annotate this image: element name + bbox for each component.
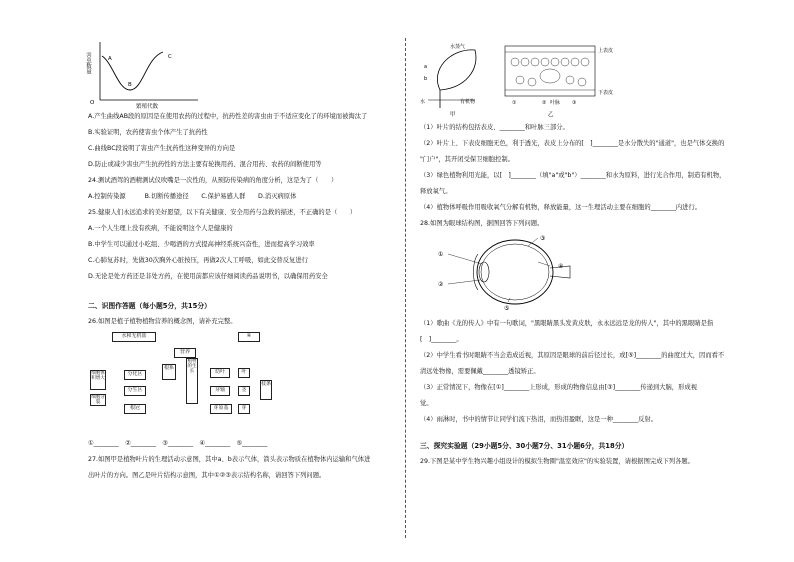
column-divider [405, 38, 406, 538]
q28-part-4: （4）雨淋时，书中的情节让同学们流下热泪，而热泪盈眶，这是一种________反射。 [420, 416, 657, 423]
q23-option-a: A.产生曲线AB段的原因是在使用农药的过程中，抗药性差的害虫由于不适应变化了的环境而被淘汰了 [88, 113, 368, 120]
concept-bud-axis: 芽轴 [210, 386, 230, 396]
concept-plant-growth: 植物的生长 [186, 358, 198, 404]
eye-label-2: ② [438, 281, 444, 288]
label-structure-2: ② [542, 100, 547, 106]
concept-root-system: 根系 [162, 364, 176, 380]
q27-stem-2: 出叶片的方向。图乙是叶片结构示意图，其中①②③表示结构名称，请回答下列问题。 [88, 472, 326, 479]
q25-option-b: B.中学生可以通过小吃组、少喝酒的方式提高神经系统兴奋性，进而提高学习效率 [88, 241, 315, 248]
concept-blank-4-top: ④ [238, 332, 260, 342]
q28-stem: 28.如图为眼球结构图，据图回答下列问题。 [420, 220, 544, 227]
eye-label-1: ① [438, 251, 444, 258]
concept-cell-enlarge: 细胞体积增大 [90, 370, 106, 390]
label-yi: 乙 [548, 112, 554, 118]
concept-meristem-zone: 分生区 [124, 386, 146, 396]
q23-option-b: B.实验证明，农药使害虫个体产生了抗药性 [88, 129, 208, 136]
concept-root-cap: 根冠 [124, 404, 146, 414]
label-jia: 甲 [450, 112, 456, 118]
label-structure-1: ① [512, 100, 517, 106]
concept-nutrition: 营养 [174, 348, 196, 358]
q27-part-4: （4）植物体呼吸作用吸收氧气分解有机物，释放能量，这一生理活动主要在细胞的________内进行。 [420, 204, 702, 211]
q27-part-2a: （2）叶片上、下表皮细胞无色，利于透光，表皮上分布的[ ]________是水分散失的"通道"，也是气体交换的 [420, 140, 725, 147]
q23-option-c: C.曲线BC段说明了害虫产生抗药性这种变异的方向是 [88, 145, 236, 152]
label-structure-3: ③ [572, 100, 577, 106]
graph-xlabel: 繁殖代数 [136, 104, 159, 110]
q25-stem: 25.健康人们永远追求的美好愿望，以下有关健康、安全用药与急救的描述，不正确的是（ ） [88, 209, 357, 216]
concept-cell-division: 细胞分裂 [91, 395, 105, 405]
eye-label-4: ④ [558, 263, 564, 270]
eye-diagram [420, 232, 620, 312]
eye-label-3: ③ [540, 235, 546, 242]
q24-stem: 24.测试酒驾的酒精测试仪吹嘴是一次性的，从预防传染病的角度分析，这是为了（ ） [88, 177, 338, 184]
q29-stem: 29.下图是某中学生物兴趣小组设计的模拟生物圈"温室效应"的实验装置，请根据图完成下列各题。 [420, 458, 694, 465]
q28-part-1a: （1）歌曲《龙的传人》中有一句歌词，"黑眼睛黑头发黄皮肤，永永远远是龙的传人"，其中的黑眼睛是指 [420, 320, 714, 327]
q27-stem-1: 27.如图甲是植物叶片的生理活动示意图，其中a、b表示气体，箭头表示物质在植物体内运输和气体进 [88, 456, 371, 463]
q28-part-3a: （3）正常情况下，物像在[①]________上形成，形成的物像信息由[③]________传递到大脑，形成视 [420, 384, 697, 391]
q27-part-2b: "门户"，其开闭受保卫细胞控制。 [420, 156, 514, 163]
label-water-vapor: 水蒸气 [450, 44, 466, 50]
label-water: 水 [420, 99, 426, 105]
q28-part-2a: （2）中学生看书时眼睛不当会造成近视，其原因是眼球的前后径过长，或[⑤]________的曲度过大，因而看不 [420, 352, 725, 359]
section-3-heading: 三、探究实验题（29小题5分、30小题7分、31小题6分，共18分） [420, 442, 629, 450]
concept-stem: 茎 [238, 386, 250, 396]
point-b: B [128, 82, 132, 88]
q28-part-2b: 清远处物像，需要佩戴________透镜矫正。 [420, 368, 540, 375]
q27-part-1: （1）叶片的结构包括表皮、________和叶脉三部分。 [420, 124, 569, 131]
label-organic: 有机物 [460, 99, 476, 105]
q24-options: A.控制传染源 B.切断传播途径 C.保护易感人群 D.消灭病原体 [88, 193, 297, 200]
section-2-heading: 二、识图作答题（每小题5分，共15分） [88, 302, 211, 310]
concept-map [88, 330, 288, 430]
graph-origin: O [90, 100, 95, 106]
label-a: a [424, 64, 428, 70]
q25-option-a: A.一个人生理上没有疾病，不能说明这个人是健康的 [88, 225, 233, 232]
concept-branch: 枝条 [260, 380, 272, 400]
label-lower-epidermis: 下表皮 [598, 90, 614, 96]
graph-ylabel: 害虫数量 [85, 52, 91, 74]
q27-part-3b: 释放氧气。 [420, 188, 452, 195]
concept-leaf: 叶 [238, 368, 250, 378]
q25-option-c: C.心肺复苏时，先做30次胸外心脏按压，再做2次人工呼吸，如此交替反复进行 [88, 257, 308, 264]
eye-label-5: ⑤ [504, 305, 510, 312]
q28-part-1b: [ ]________。 [420, 336, 463, 343]
point-c: C [168, 54, 172, 60]
q27-part-3a: （3）绿色植物利用光能，以[ ]________（填"a"或"b"）________和水为原料，进行光合作用，制造有机物， [420, 172, 726, 179]
concept-bud: 芽 [238, 404, 250, 414]
pest-population-graph [85, 38, 208, 110]
point-a: A [108, 56, 112, 62]
q26-blanks: ①________ ②________ ③________ ④________ ⑤________ [88, 440, 268, 447]
concept-bud-primordium: 芽原基 [210, 404, 232, 414]
concept-elongation-zone: 分化区 [124, 370, 146, 380]
label-leaf-vein: 叶脉 [550, 100, 561, 106]
concept-young-leaf: 幼叶 [210, 368, 230, 378]
label-b: b [424, 76, 428, 82]
leaf-diagram [420, 40, 620, 120]
q28-part-3b: 觉。 [420, 400, 433, 407]
label-upper-epidermis: 上表皮 [598, 48, 614, 54]
concept-water-minerals: 水和无机盐 [112, 332, 156, 342]
q26-stem: 26.如图是植子植物植物营养的概念图，请补充完整。 [88, 318, 237, 325]
q23-option-d: D.防止或减少害虫产生抗药性的方法主要有轮换用药、混合用药、农药的间断使用等 [88, 161, 322, 168]
q25-option-d: D.无论是处方药还是非处方药，在使用前都应该仔细阅读药品说明书，以确保用药安全 [88, 273, 328, 280]
